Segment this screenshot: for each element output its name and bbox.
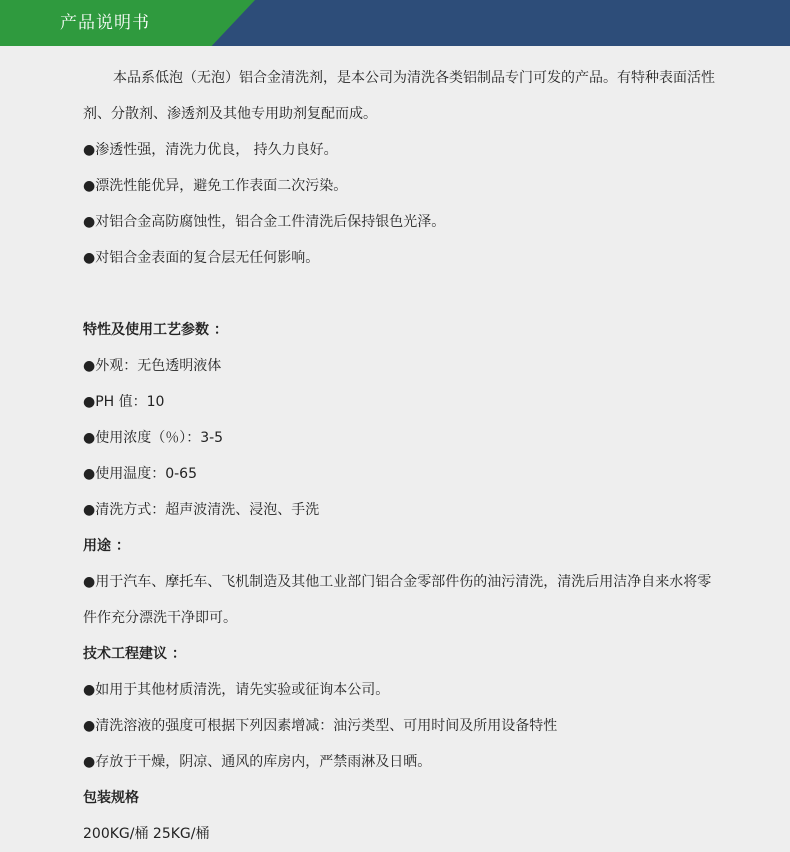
spec-appearance: ●外观：无色透明液体 xyxy=(83,358,222,374)
intro-bullet-4: ●对铝合金表面的复合层无任何影响。 xyxy=(83,250,320,266)
usage-item-1: ●用于汽车、摩托车、飞机制造及其他工业部门铝合金零部件伤的油污清洗，清洗后用洁净自来水将零件作充分漂洗干净即可。 xyxy=(83,574,712,626)
intro-bullet-2: ●漂洗性能优异，避免工作表面二次污染。 xyxy=(83,178,348,194)
advice-item-2: ●清洗溶液的强度可根据下列因素增减：油污类型、可用时间及所用设备特性 xyxy=(83,718,558,734)
specs-heading: 特性及使用工艺参数 ： xyxy=(83,322,228,338)
spec-temperature: ●使用温度：0-65 xyxy=(83,466,197,482)
page-title: 产品说明书 xyxy=(60,13,150,33)
intro-bullet-3: ●对铝合金高防腐蚀性，铝合金工件清洗后保持银色光泽。 xyxy=(83,214,446,230)
packaging-value: 200KG/桶 25KG/桶 xyxy=(83,826,210,842)
intro-paragraph: 本品系低泡（无泡）铝合金清洗剂，是本公司为清洗各类铝制品专门可发的产品。有特种表面活性剂、分散剂、渗透剂及其他专用助剂复配而成。 xyxy=(83,70,715,122)
advice-item-3: ●存放于干燥，阴凉、通风的库房内，严禁雨淋及日晒。 xyxy=(83,754,432,770)
spec-concentration: ●使用浓度（％）：3-5 xyxy=(83,430,224,446)
document-body xyxy=(83,60,723,852)
section-spacer xyxy=(83,276,723,312)
spec-ph: ●PH 值：10 xyxy=(83,394,165,410)
spec-cleaning-method: ●清洗方式：超声波清洗、浸泡、手洗 xyxy=(83,502,320,518)
intro-bullet-1: ●渗透性强，清洗力优良， 持久力良好。 xyxy=(83,142,338,158)
advice-item-1: ●如用于其他材质清洗，请先实验或征询本公司。 xyxy=(83,682,390,698)
packaging-heading: 包装规格 xyxy=(83,790,139,806)
usage-heading: 用途 ： xyxy=(83,538,130,554)
advice-heading: 技术工程建议 ： xyxy=(83,646,186,662)
header-bar xyxy=(0,0,790,46)
